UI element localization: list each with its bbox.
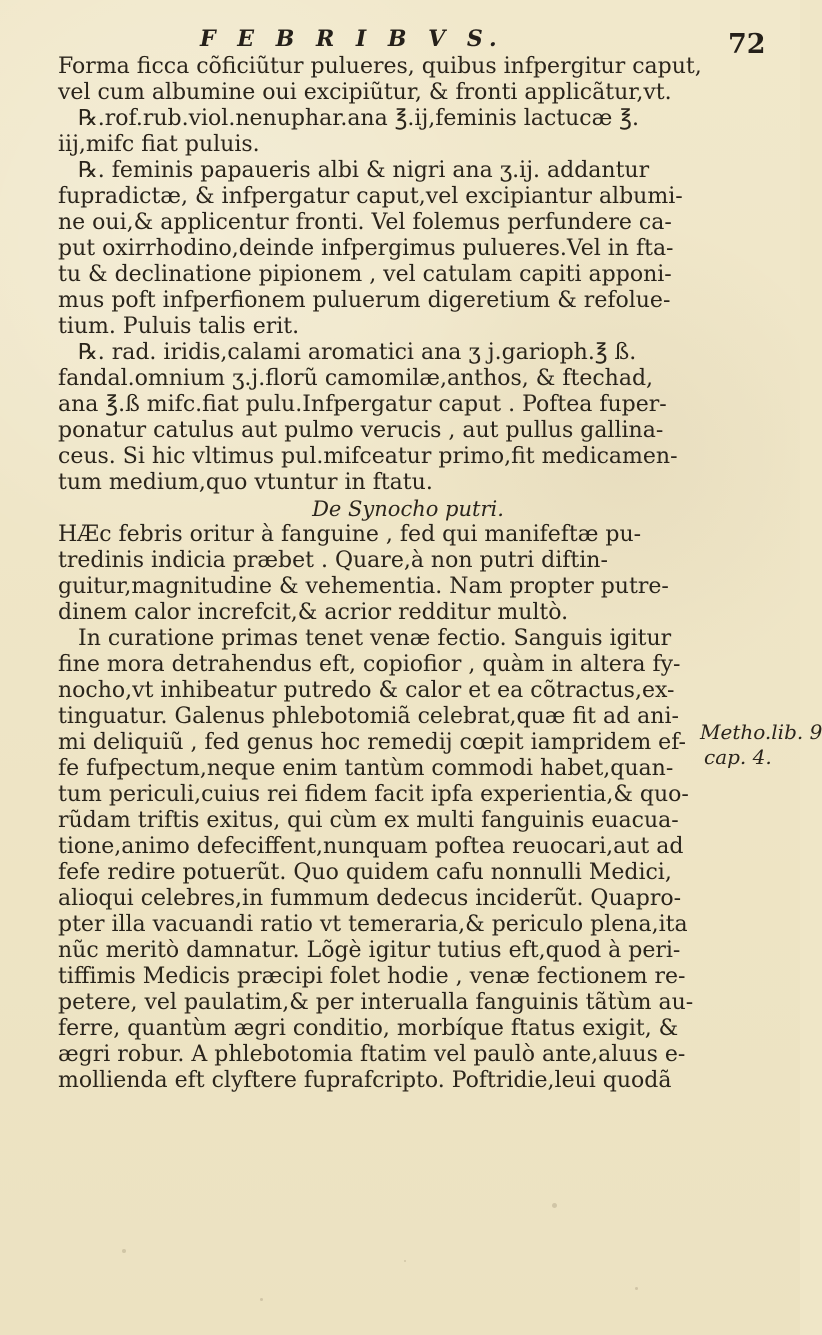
main-text-block [58, 54, 748, 1094]
text-line: fupradictæ, & infpergatur caput,vel excipiantur albumi- [58, 184, 683, 209]
text-line: tione,animo defeciffent,nunquam poftea reuocari,aut ad [58, 834, 684, 859]
text-line: pter illa vacuandi ratio vt temeraria,& periculo plena,ita [58, 912, 688, 937]
text-line: Forma ficca cõficiũtur pulueres, quibus infpergitur caput, [58, 54, 702, 79]
text-line: tredinis indicia præbet . Quare,à non putri diftin- [58, 548, 608, 573]
paper-speckle [260, 1298, 263, 1301]
text-line: In curatione primas tenet venæ fectio. Sanguis igitur [78, 626, 672, 651]
text-line: ponatur catulus aut pulmo verucis , aut pullus gallina- [58, 418, 664, 443]
text-line: ne oui,& applicentur fronti. Vel folemus perfundere ca- [58, 210, 672, 235]
text-line: tium. Puluis talis erit. [58, 314, 300, 339]
text-line: ceus. Si hic vltimus pul.mifceatur primo,fit medicamen- [58, 444, 678, 469]
text-line: tinguatur. Galenus phlebotomiã celebrat,quæ fit ad ani- [58, 704, 679, 729]
text-line: guitur,magnitudine & vehementia. Nam propter putre- [58, 574, 669, 599]
text-line: ℞.rof.rub.viol.nenuphar.ana ℥.ij,feminis lactucæ ℥. [78, 106, 639, 131]
paper-speckle [404, 1260, 406, 1262]
text-line: ægri robur. A phlebotomia ftatim vel paulò ante,aluus e- [58, 1042, 686, 1067]
text-line: petere, vel paulatim,& per interualla fanguinis tãtùm au- [58, 990, 694, 1015]
text-line: put oxirrhodino,deinde infpergimus pulueres.Vel in fta- [58, 236, 674, 261]
paper-speckle [552, 1203, 557, 1208]
text-line: tu & declinatione pipionem , vel catulam capiti apponi- [58, 262, 672, 287]
marginal-note: cap. 4. [704, 745, 772, 769]
text-line: ferre, quantùm ægri conditio, morbíque ftatus exigit, & [58, 1016, 679, 1041]
paper-speckle [635, 1287, 638, 1290]
running-head: F E B R I B V S. [200, 26, 504, 52]
text-line: vel cum albumine oui excipiũtur, & fronti applicãtur,vt. [58, 80, 672, 105]
paper-speckle [122, 1249, 126, 1253]
section-heading: De Synocho putri. [312, 497, 504, 521]
page-number: 72 [728, 29, 766, 60]
text-line: tum medium,quo vtuntur in ftatu. [58, 470, 433, 495]
text-line: fe fufpectum,neque enim tantùm commodi habet,quan- [58, 756, 674, 781]
text-line: tum periculi,cuius rei fidem facit ipfa experientia,& quo- [58, 782, 689, 807]
text-line: rũdam triftis exitus, qui cùm ex multi fanguinis euacua- [58, 808, 679, 833]
text-line: nũc meritò damnatur. Lõgè igitur tutius eft,quod à peri- [58, 938, 681, 963]
text-line: ℞. feminis papaueris albi & nigri ana ʒ.ij. addantur [78, 158, 650, 183]
text-line: fandal.omnium ʒ.j.florũ camomilæ,anthos, & ftechad, [58, 366, 654, 391]
text-line: ana ℥.ß mifc.fiat pulu.Infpergatur caput . Poftea fuper- [58, 392, 667, 417]
text-line: ℞. rad. iridis,calami aromatici ana ʒ j.garioph.℥ ß. [78, 340, 637, 365]
text-line: iij,mifc fiat puluis. [58, 132, 260, 157]
text-line: tiffimis Medicis præcipi folet hodie , venæ fectionem re- [58, 964, 686, 989]
text-line: mus poft infperfionem puluerum digeretium & refolue- [58, 288, 671, 313]
text-line: alioqui celebres,in fummum dedecus inciderũt. Quapro- [58, 886, 682, 911]
text-line: dinem calor increfcit,& acrior redditur multò. [58, 600, 569, 625]
text-line: fine mora detrahendus eft, copiofior , quàm in altera fy- [58, 652, 681, 677]
text-line: mollienda eft clyftere fuprafcripto. Poftridie,leui quodã [58, 1068, 672, 1093]
marginal-note: Metho.lib. 9 [700, 720, 822, 744]
text-line: fefe redire potuerũt. Quo quidem cafu nonnulli Medici, [58, 860, 672, 885]
text-line: nocho,vt inhibeatur putredo & calor et ea cõtractus,ex- [58, 678, 675, 703]
text-line: HÆc febris oritur à fanguine , fed qui manifeftæ pu- [58, 522, 642, 547]
page-header [0, 12, 800, 60]
text-line: mi deliquiũ , fed genus hoc remedij cœpit iampridem ef- [58, 730, 686, 755]
